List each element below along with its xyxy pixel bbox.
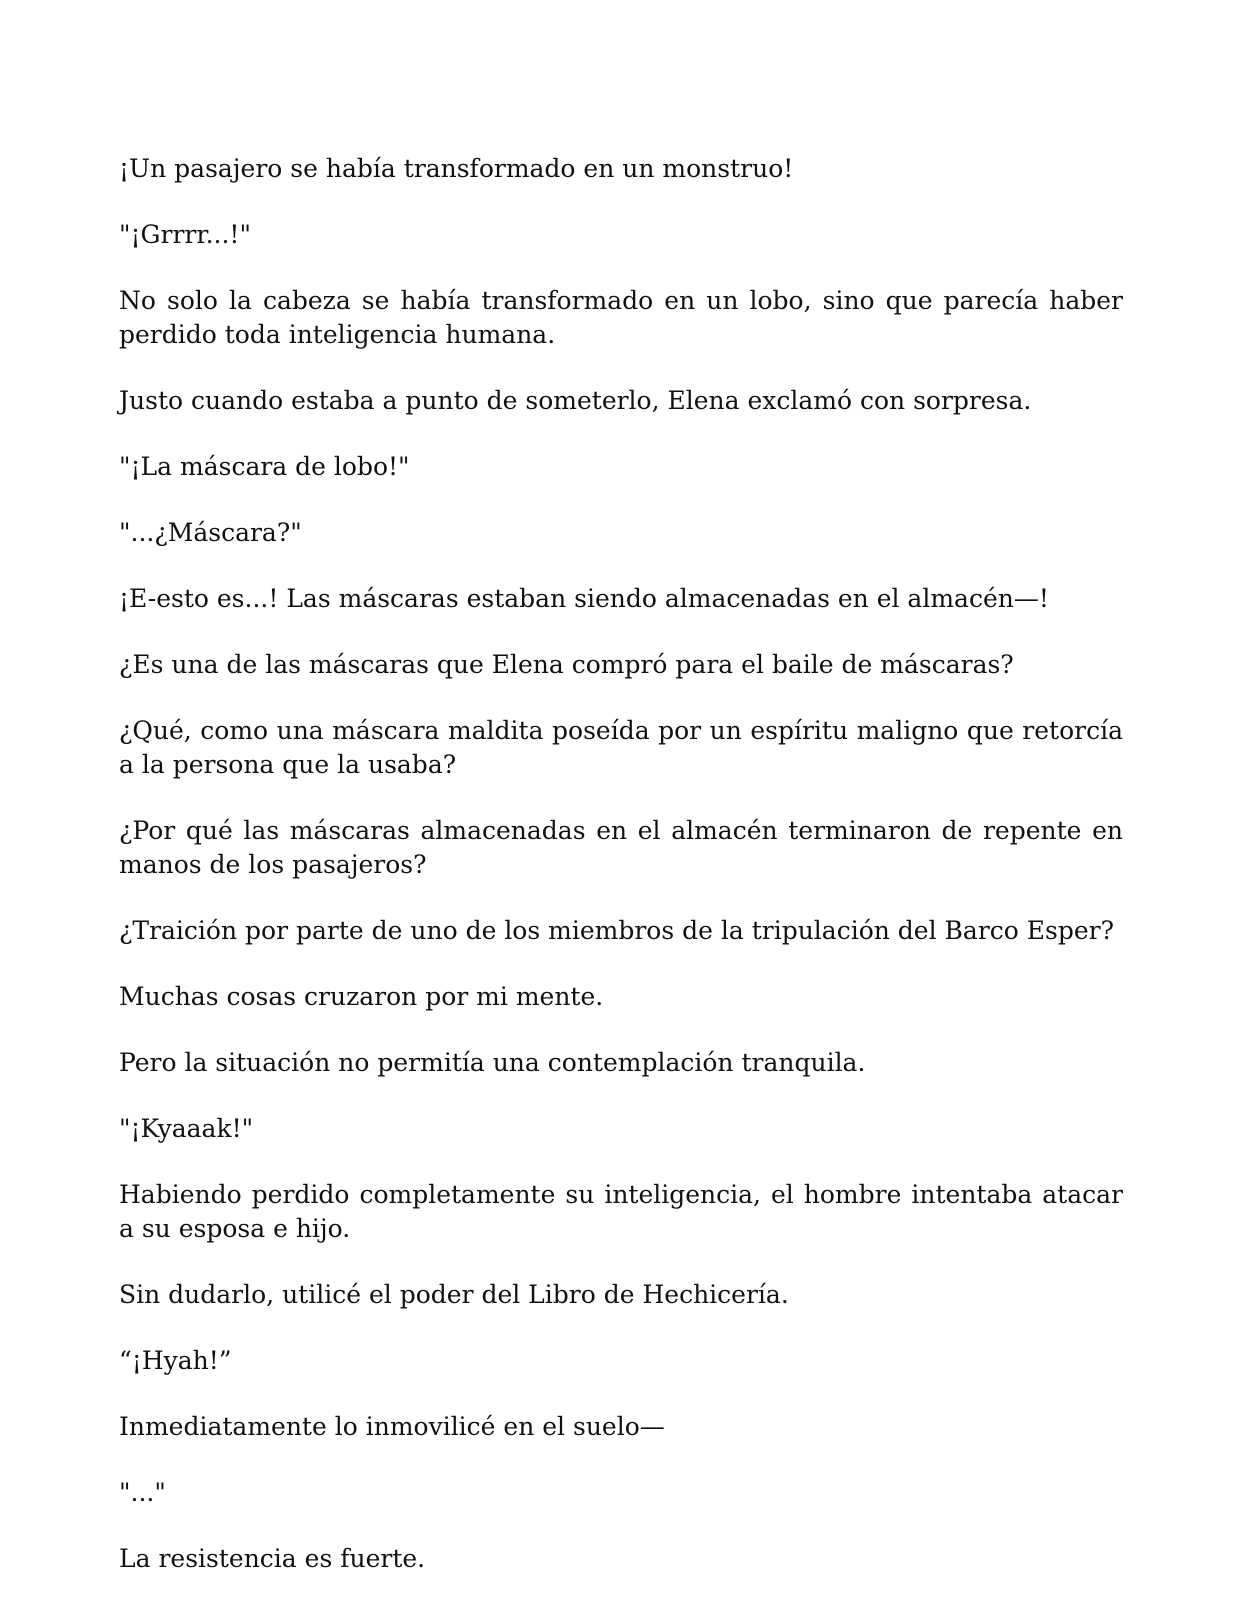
paragraph-16: Sin dudarlo, utilicé el poder del Libro de Hechicería. [119,1280,789,1309]
paragraph-12: Muchas cosas cruzaron por mi mente. [119,982,604,1011]
paragraph-4: Justo cuando estaba a punto de someterlo, Elena exclamó con sorpresa. [119,386,1032,415]
paragraph-15: Habiendo perdido completamente su inteligencia, el hombre intentaba atacar a su esposa e hijo. [119,1180,1123,1243]
paragraph-10: ¿Por qué las máscaras almacenadas en el almacén terminaron de repente en manos de los pasajeros? [119,816,1123,879]
paragraph-13: Pero la situación no permitía una contemplación tranquila. [119,1048,866,1077]
paragraph-5: "¡La máscara de lobo!" [119,452,410,481]
paragraph-7: ¡E-esto es...! Las máscaras estaban siendo almacenadas en el almacén—! [119,584,1049,613]
body-text [119,152,1123,1608]
paragraph-6: "...¿Máscara?" [119,518,302,547]
paragraph-14: "¡Kyaaak!" [119,1114,254,1143]
paragraph-11: ¿Traición por parte de uno de los miembros de la tripulación del Barco Esper? [119,916,1115,945]
paragraph-18: Inmediatamente lo inmovilicé en el suelo— [119,1412,665,1441]
paragraph-3: No solo la cabeza se había transformado en un lobo, sino que parecía haber perdido toda inteligencia humana. [119,286,1123,349]
paragraph-1: ¡Un pasajero se había transformado en un monstruo! [119,154,794,183]
paragraph-20: La resistencia es fuerte. [119,1544,426,1573]
paragraph-17: “¡Hyah!” [119,1346,232,1375]
paragraph-9: ¿Qué, como una máscara maldita poseída por un espíritu maligno que retorcía a la persona que la usaba? [119,716,1123,779]
paragraph-8: ¿Es una de las máscaras que Elena compró para el baile de máscaras? [119,650,1014,679]
paragraph-2: "¡Grrrr...!" [119,220,251,249]
paragraph-19: "..." [119,1478,166,1507]
